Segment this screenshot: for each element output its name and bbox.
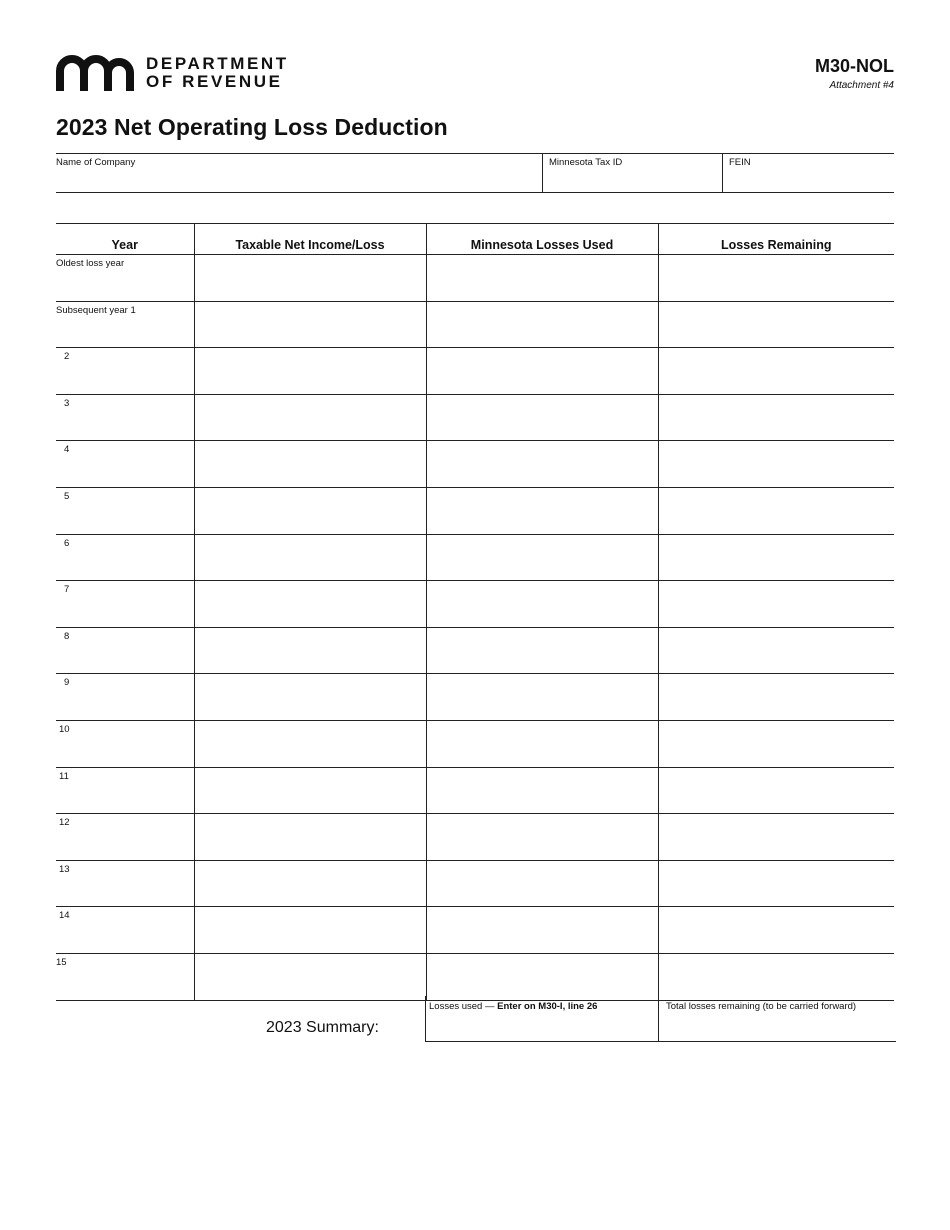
taxable-net-income-cell (194, 581, 426, 628)
summary-losses-remaining-input[interactable] (663, 1015, 892, 1037)
mn-losses-used-input[interactable] (431, 599, 654, 621)
year-cell (56, 487, 194, 534)
company-name-cell (56, 154, 542, 192)
company-name-input[interactable] (58, 170, 540, 190)
losses-remaining-input[interactable] (663, 878, 891, 900)
mn-losses-used-input[interactable] (431, 925, 654, 947)
table-row (56, 534, 894, 581)
losses-remaining-input[interactable] (663, 785, 891, 807)
year-cell (56, 534, 194, 581)
losses-remaining-input[interactable] (663, 832, 891, 854)
summary-losses-used-cell (425, 996, 658, 1042)
table-row (56, 674, 894, 721)
taxable-net-income-input[interactable] (199, 645, 422, 667)
taxable-net-income-cell (194, 487, 426, 534)
taxable-net-income-cell (194, 394, 426, 441)
taxable-net-income-input[interactable] (199, 972, 422, 994)
mn-losses-used-input[interactable] (431, 552, 654, 574)
losses-remaining-cell (658, 534, 894, 581)
losses-remaining-cell (658, 394, 894, 441)
losses-remaining-cell (658, 767, 894, 814)
year-cell (56, 581, 194, 628)
form-code: M30-NOL (814, 56, 894, 76)
losses-remaining-input[interactable] (663, 739, 891, 761)
summary-losses-used-input[interactable] (430, 1015, 654, 1037)
year-cell (56, 814, 194, 861)
year-label: 9 (64, 677, 70, 689)
taxable-net-income-input[interactable] (199, 785, 422, 807)
mn-losses-used-cell (426, 301, 658, 348)
year-cell (56, 860, 194, 907)
summary-label: 2023 Summary: (266, 1019, 379, 1036)
mn-losses-used-cell (426, 581, 658, 628)
mn-losses-used-input[interactable] (431, 366, 654, 388)
losses-remaining-cell (658, 720, 894, 767)
table-row (56, 767, 894, 814)
taxable-net-income-input[interactable] (199, 832, 422, 854)
losses-remaining-cell (658, 487, 894, 534)
table-row (56, 814, 894, 861)
summary-losses-remaining-cell (658, 996, 896, 1042)
summary-losses-used-label (429, 1001, 597, 1012)
mn-tax-id-label: Minnesota Tax ID (549, 157, 623, 168)
losses-remaining-input[interactable] (663, 645, 891, 667)
mn-losses-used-input[interactable] (431, 692, 654, 714)
mn-losses-used-cell (426, 255, 658, 302)
taxable-net-income-cell (194, 255, 426, 302)
mn-losses-used-cell (426, 953, 658, 1000)
mn-losses-used-input[interactable] (431, 832, 654, 854)
taxable-net-income-cell (194, 860, 426, 907)
mn-losses-used-cell (426, 534, 658, 581)
col-header-losses-remaining: Losses Remaining (658, 224, 894, 255)
summary-losses-remaining-label: Total losses remaining (to be carried forward) (666, 1001, 857, 1012)
table-row (56, 627, 894, 674)
mn-losses-used-input[interactable] (431, 739, 654, 761)
year-cell (56, 301, 194, 348)
year-cell (56, 720, 194, 767)
mn-losses-used-input[interactable] (431, 785, 654, 807)
losses-remaining-cell (658, 953, 894, 1000)
year-cell (56, 255, 194, 302)
mn-losses-used-input[interactable] (431, 878, 654, 900)
losses-remaining-cell (658, 301, 894, 348)
col-header-year: Year (56, 224, 194, 255)
mn-tax-id-input[interactable] (545, 170, 720, 190)
mn-logo-icon (56, 55, 134, 91)
taxable-net-income-input[interactable] (199, 925, 422, 947)
losses-remaining-input[interactable] (663, 412, 891, 434)
table-row (56, 348, 894, 395)
losses-remaining-input[interactable] (663, 972, 891, 994)
table-row (56, 301, 894, 348)
losses-used-instruction: Enter on M30-I, line 26 (497, 1001, 598, 1012)
year-cell (56, 767, 194, 814)
taxable-net-income-cell (194, 953, 426, 1000)
losses-remaining-input[interactable] (663, 692, 891, 714)
mn-losses-used-input[interactable] (431, 319, 654, 341)
losses-remaining-cell (658, 441, 894, 488)
losses-remaining-cell (658, 860, 894, 907)
losses-remaining-input[interactable] (663, 552, 891, 574)
losses-remaining-cell (658, 627, 894, 674)
mn-losses-used-input[interactable] (431, 506, 654, 528)
mn-losses-used-cell (426, 814, 658, 861)
year-label: 5 (64, 490, 70, 502)
year-label: 8 (64, 630, 70, 642)
year-label: 15 (56, 956, 67, 968)
year-label: 14 (59, 910, 70, 922)
taxable-net-income-cell (194, 674, 426, 721)
table-row (56, 953, 894, 1000)
year-label: Oldest loss year (56, 258, 125, 269)
year-label: 10 (59, 723, 70, 735)
logo-line-2: OF REVENUE (146, 72, 283, 91)
year-label: 11 (59, 770, 69, 782)
losses-remaining-input[interactable] (663, 599, 891, 621)
mn-losses-used-cell (426, 720, 658, 767)
table-row (56, 720, 894, 767)
losses-remaining-input[interactable] (663, 459, 891, 481)
fein-input[interactable] (725, 170, 892, 190)
losses-remaining-cell (658, 674, 894, 721)
logo-wordmark (146, 55, 289, 91)
losses-remaining-cell (658, 907, 894, 954)
year-cell (56, 441, 194, 488)
taxable-net-income-input[interactable] (199, 552, 422, 574)
taxable-net-income-cell (194, 348, 426, 395)
losses-remaining-input[interactable] (663, 273, 891, 295)
year-label: 3 (64, 397, 70, 409)
year-cell (56, 674, 194, 721)
table-row (56, 394, 894, 441)
nol-table (56, 223, 894, 1001)
mn-losses-used-cell (426, 907, 658, 954)
year-cell (56, 907, 194, 954)
taxable-net-income-input[interactable] (199, 878, 422, 900)
losses-remaining-input[interactable] (663, 925, 891, 947)
table-row (56, 907, 894, 954)
mn-losses-used-input[interactable] (431, 273, 654, 295)
year-label: Subsequent year 1 (56, 304, 136, 316)
year-label: 2 (64, 351, 70, 363)
losses-remaining-cell (658, 348, 894, 395)
fein-label: FEIN (729, 157, 751, 168)
table-row (56, 860, 894, 907)
mn-losses-used-input[interactable] (431, 972, 654, 994)
year-label: 6 (64, 537, 70, 549)
table-header-row (56, 224, 894, 255)
taxable-net-income-input[interactable] (199, 459, 422, 481)
mn-losses-used-cell (426, 487, 658, 534)
year-label: 7 (64, 584, 70, 596)
taxable-net-income-input[interactable] (199, 739, 422, 761)
losses-remaining-input[interactable] (663, 366, 891, 388)
mn-losses-used-input[interactable] (431, 459, 654, 481)
taxable-net-income-input[interactable] (199, 319, 422, 341)
form-identifier (815, 55, 894, 91)
year-cell (56, 627, 194, 674)
taxable-net-income-input[interactable] (199, 692, 422, 714)
dor-logo (56, 55, 289, 91)
taxable-net-income-input[interactable] (199, 506, 422, 528)
losses-remaining-cell (658, 814, 894, 861)
year-cell (56, 394, 194, 441)
mn-losses-used-input[interactable] (431, 412, 654, 434)
mn-losses-used-input[interactable] (431, 645, 654, 667)
taxable-net-income-input[interactable] (199, 599, 422, 621)
taxpayer-id-row (56, 153, 894, 193)
losses-remaining-cell (658, 255, 894, 302)
fein-cell (722, 154, 894, 192)
year-label: 12 (59, 817, 70, 829)
year-label: 4 (64, 444, 70, 456)
table-row (56, 487, 894, 534)
taxable-net-income-input[interactable] (199, 366, 422, 388)
taxable-net-income-input[interactable] (199, 273, 422, 295)
taxable-net-income-cell (194, 814, 426, 861)
taxable-net-income-cell (194, 627, 426, 674)
mn-losses-used-cell (426, 394, 658, 441)
year-cell (56, 348, 194, 395)
mn-losses-used-cell (426, 767, 658, 814)
mn-losses-used-cell (426, 627, 658, 674)
col-header-taxable-net-income: Taxable Net Income/Loss (194, 224, 426, 255)
taxable-net-income-cell (194, 720, 426, 767)
taxable-net-income-cell (194, 534, 426, 581)
taxable-net-income-cell (194, 301, 426, 348)
year-label: 13 (59, 863, 70, 875)
table-row (56, 255, 894, 302)
col-header-mn-losses-used: Minnesota Losses Used (426, 224, 658, 255)
losses-remaining-input[interactable] (663, 506, 891, 528)
taxable-net-income-cell (194, 767, 426, 814)
company-name-label: Name of Company (56, 157, 136, 168)
losses-used-prefix: Losses used — (429, 1001, 498, 1012)
mn-losses-used-cell (426, 441, 658, 488)
losses-remaining-input[interactable] (663, 319, 891, 341)
mn-losses-used-cell (426, 860, 658, 907)
page-title: 2023 Net Operating Loss Deduction (56, 114, 448, 140)
taxable-net-income-cell (194, 907, 426, 954)
year-cell (56, 953, 194, 1000)
taxable-net-income-input[interactable] (199, 412, 422, 434)
losses-remaining-cell (658, 581, 894, 628)
taxable-net-income-cell (194, 441, 426, 488)
attachment-number: Attachment #4 (829, 80, 894, 91)
table-row (56, 581, 894, 628)
mn-tax-id-cell (542, 154, 722, 192)
mn-losses-used-cell (426, 348, 658, 395)
mn-losses-used-cell (426, 674, 658, 721)
table-row (56, 441, 894, 488)
logo-line-1: DEPARTMENT (146, 54, 289, 73)
